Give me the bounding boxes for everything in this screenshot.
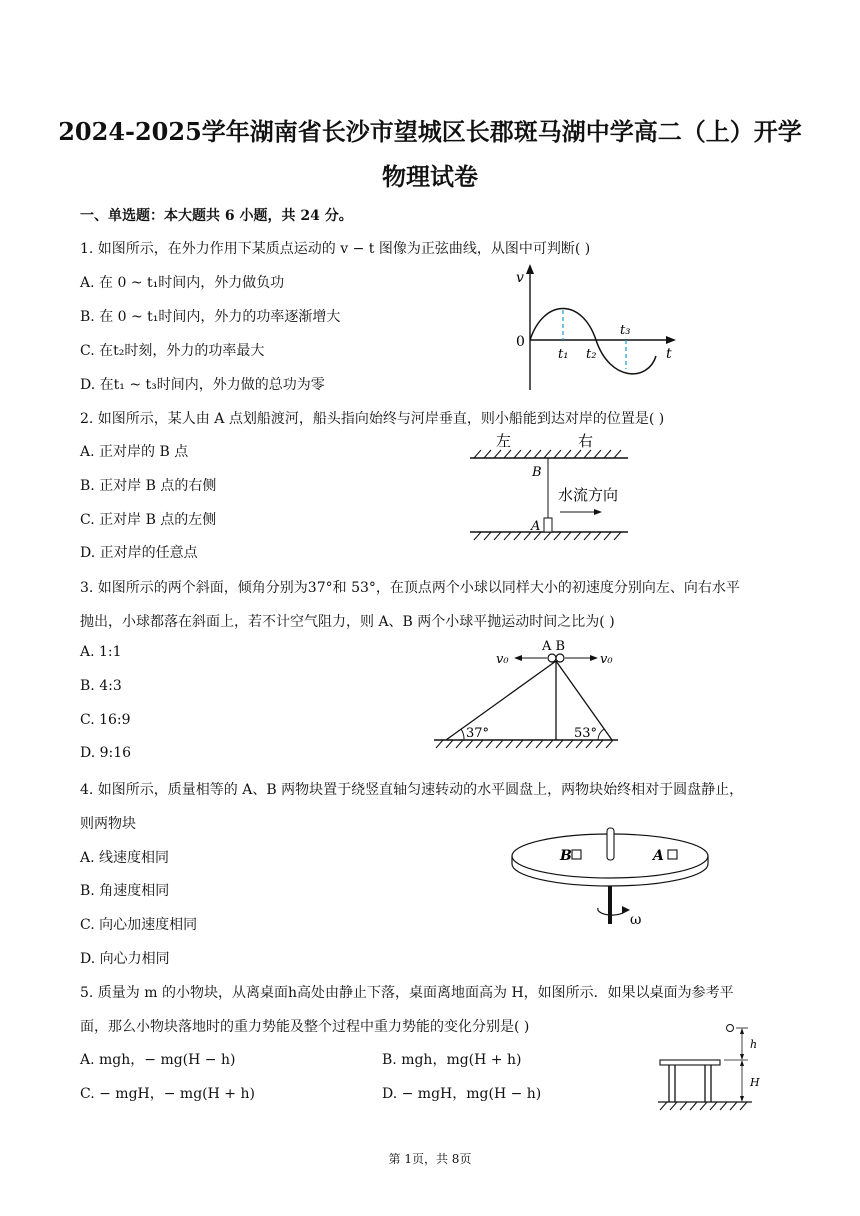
section-heading: 一、单选题：本大题共 6 小题，共 24 分。 [80, 208, 353, 224]
v0-left-label: v₀ [496, 652, 509, 667]
q5-option-d: D. − mgH，mg(H − h) [382, 1086, 542, 1102]
t1-label: t₁ [558, 347, 569, 362]
balls-ab-label: A B [542, 639, 566, 654]
q4-stem-line1: 4. 如图所示，质量相等的 A、B 两物块置于绕竖直轴匀速转动的水平圆盘上，两物块始终相对于圆盘静止， [80, 782, 744, 798]
left-bank-label: 左 [496, 432, 512, 450]
origin-label: 0 [516, 334, 525, 350]
q4-option-b: B. 角速度相同 [80, 883, 170, 899]
right-bank-label: 右 [578, 432, 594, 450]
exam-title-line2: 物理试卷 [382, 162, 478, 191]
q4-option-d: D. 向心力相同 [80, 951, 170, 967]
point-b-label: B [532, 465, 542, 480]
q5-option-b: B. mgh，mg(H + h) [382, 1052, 522, 1068]
big-h-label: H [750, 1076, 760, 1089]
q1-option-b: B. 在 0 ~ t₁时间内，外力的功率逐渐增大 [80, 309, 341, 325]
block-a-label: A [653, 848, 664, 864]
q5-option-a: A. mgh，− mg(H − h) [80, 1052, 236, 1068]
q3-option-d: D. 9:16 [80, 745, 132, 761]
q1-option-a: A. 在 0 ~ t₁时间内，外力做负功 [80, 275, 285, 291]
t2-label: t₂ [586, 347, 597, 362]
angle-53-label: 53° [574, 726, 598, 741]
q2-river-diagram [468, 428, 633, 546]
t-axis-label: t [666, 346, 672, 362]
q2-option-c: C. 正对岸 B 点的左侧 [80, 512, 217, 528]
q5-table-diagram [656, 1020, 766, 1112]
angle-37-label: 37° [466, 726, 490, 741]
v-axis-label: v [516, 270, 524, 286]
q1-stem: 1. 如图所示，在外力作用下某质点运动的 v − t 图像为正弦曲线，从图中可判断( ) [80, 241, 591, 257]
q2-stem: 2. 如图所示，某人由 A 点划船渡河，船头指向始终与河岸垂直，则小船能到达对岸的位置是( ) [80, 411, 665, 427]
page-footer: 第 1页，共 8页 [388, 1152, 472, 1166]
q2-option-b: B. 正对岸 B 点的右侧 [80, 478, 217, 494]
q5-option-c: C. − mgH，− mg(H + h) [80, 1086, 255, 1102]
q1-vt-graph [510, 262, 680, 394]
q2-option-a: A. 正对岸的 B 点 [80, 444, 189, 460]
q5-stem-line2: 面，那么小物块落地时的重力势能及整个过程中重力势能的变化分别是( ) [80, 1019, 530, 1035]
q3-option-b: B. 4:3 [80, 678, 122, 694]
q1-option-c: C. 在t₂时刻，外力的功率最大 [80, 343, 265, 359]
q3-incline-diagram [428, 636, 628, 752]
v0-right-label: v₀ [600, 652, 613, 667]
q3-option-a: A. 1:1 [80, 644, 122, 660]
q5-stem-line1: 5. 质量为 m 的小物块，从离桌面h高处由静止下落，桌面离地面高为 H，如图所示．如果以桌面为参考平 [80, 985, 734, 1001]
block-b-label: B [560, 848, 572, 864]
omega-label: ω [630, 912, 642, 928]
flow-direction-label: 水流方向 [558, 486, 619, 504]
q4-stem-line2: 则两物块 [80, 816, 136, 832]
t3-label: t₃ [620, 323, 631, 338]
q4-option-c: C. 向心加速度相同 [80, 917, 198, 933]
exam-title-line1: 2024-2025学年湖南省长沙市望城区长郡斑马湖中学高二（上）开学 [58, 117, 802, 146]
q3-stem-line1: 3. 如图所示的两个斜面，倾角分别为37°和 53°，在顶点两个小球以同样大小的初速度分别向左、向右水平 [80, 580, 740, 596]
q3-stem-line2: 抛出，小球都落在斜面上，若不计空气阻力，则 A、B 两个小球平抛运动时间之比为( ) [80, 614, 615, 630]
q4-option-a: A. 线速度相同 [80, 850, 170, 866]
q1-option-d: D. 在t₁ ~ t₃时间内，外力做的总功为零 [80, 377, 325, 393]
q4-turntable-diagram [508, 824, 713, 936]
q3-option-c: C. 16:9 [80, 712, 131, 728]
h-label: h [750, 1038, 758, 1051]
q2-option-d: D. 正对岸的任意点 [80, 545, 198, 561]
point-a-label: A [531, 519, 541, 534]
